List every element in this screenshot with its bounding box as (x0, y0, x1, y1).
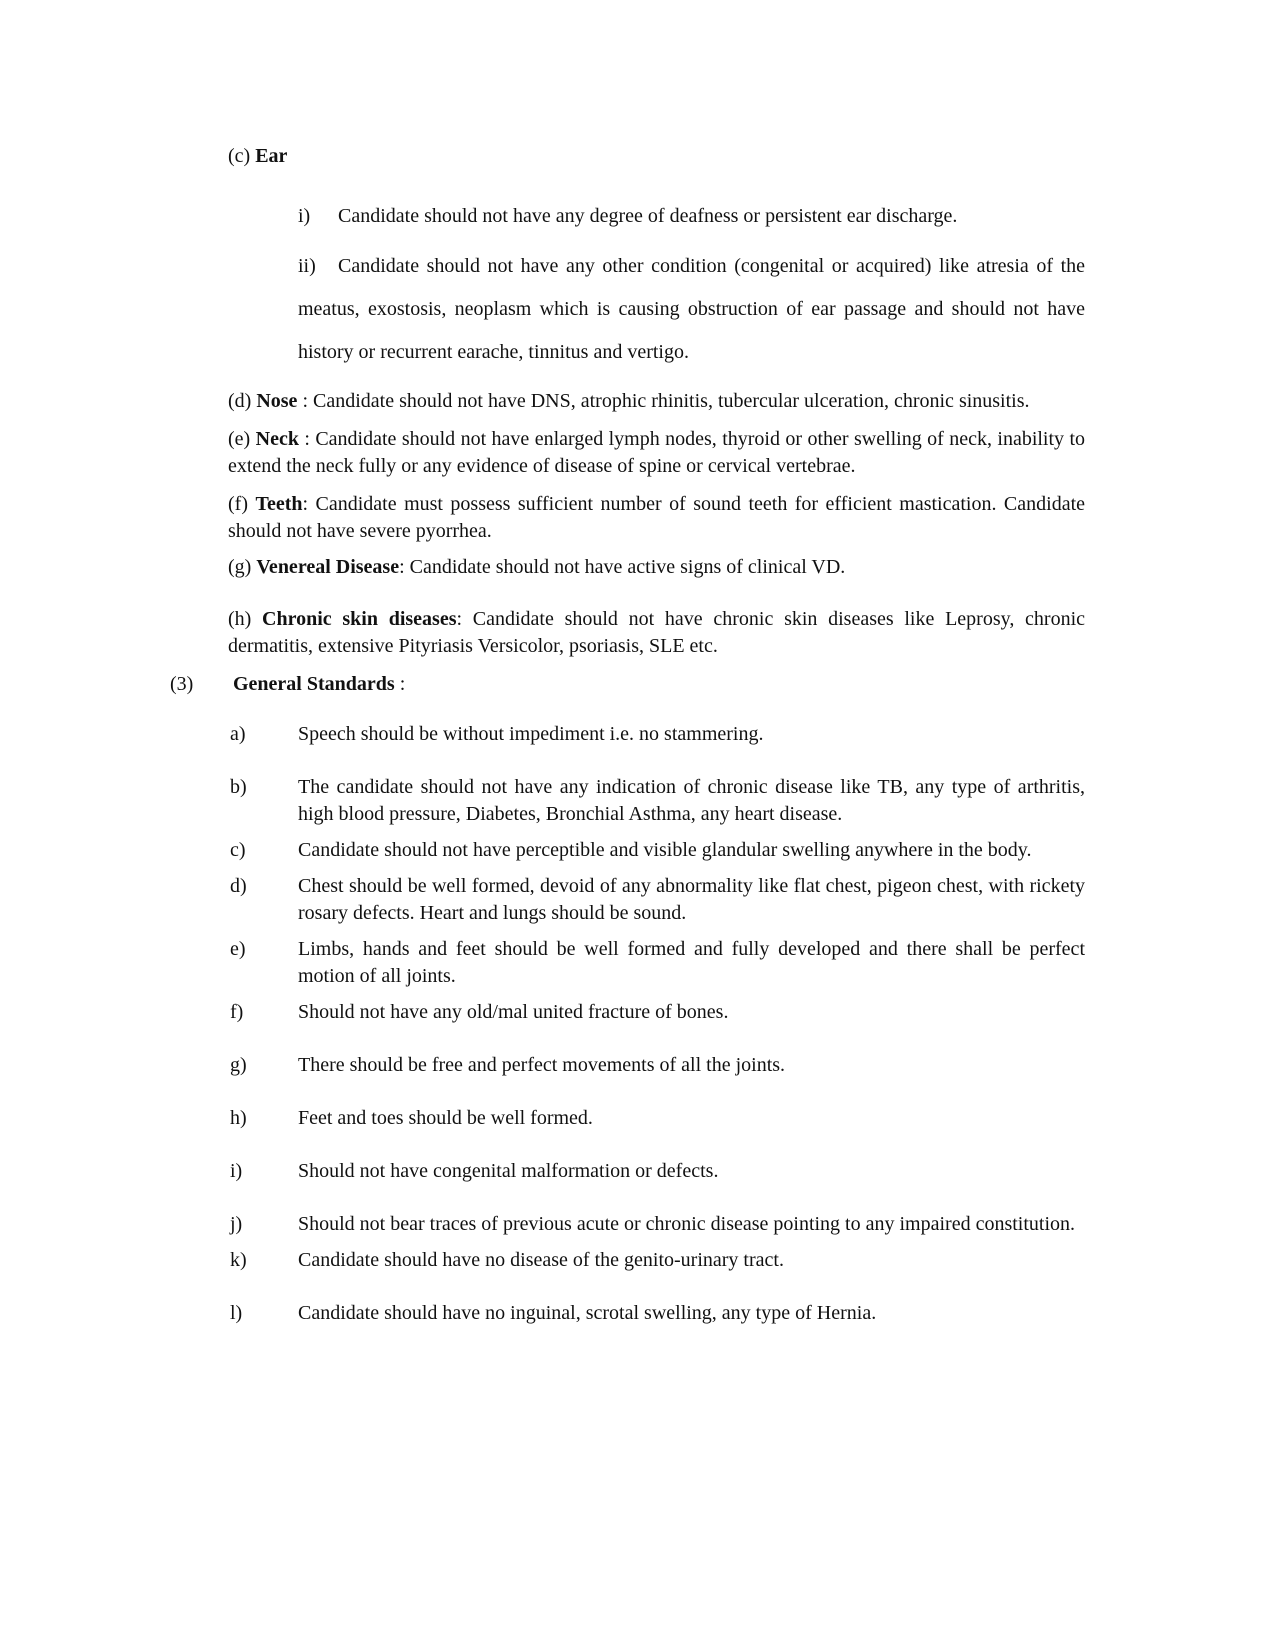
list-item-text: Candidate should not have perceptible and visible glandular swelling anywhere in the body. (298, 839, 1032, 861)
list-item-text: Speech should be without impediment i.e. no stammering. (298, 723, 764, 745)
list-item-f (230, 999, 1085, 1026)
section-label: (h) (228, 608, 252, 630)
list-marker: b) (230, 776, 247, 798)
list-marker: h) (230, 1107, 247, 1129)
list-item-text: Limbs, hands and feet should be well formed and fully developed and there shall be perfect motion of all joints. (298, 938, 1085, 987)
list-item-g (230, 1052, 1085, 1079)
list-item-j (230, 1211, 1085, 1238)
section-label: (d) (228, 390, 252, 412)
section-body: Candidate should not have chronic skin diseases like Leprosy, chronic dermatitis, extensive Pityriasis Versicolor, psoriasis, SLE etc. (228, 608, 1086, 657)
section-separator: : (302, 493, 316, 515)
section-heading-general-standards (170, 671, 1085, 698)
section-paragraph-venereal-disease (228, 554, 1085, 581)
list-marker: j) (230, 1213, 243, 1235)
list-item-k (230, 1247, 1085, 1274)
list-item-i (230, 1158, 1085, 1185)
section-paragraph-neck (228, 426, 1085, 480)
section-body: Candidate should not have enlarged lymph nodes, thyroid or other swelling of neck, inability to extend the neck fully or any evidence of disease of spine or cervical vertebrae. (228, 428, 1086, 477)
section-body: Candidate should not have DNS, atrophic rhinitis, tubercular ulceration, chronic sinusitis. (313, 390, 1030, 412)
list-marker: d) (230, 875, 247, 897)
list-item-text: Feet and toes should be well formed. (298, 1107, 593, 1129)
section-separator: : (298, 428, 316, 450)
list-item-e (230, 936, 1085, 990)
list-item-d (230, 873, 1085, 927)
list-marker: e) (230, 938, 246, 960)
list-item-text: Should not have any old/mal united fracture of bones. (298, 1001, 729, 1023)
section-title-suffix: : (394, 673, 406, 695)
list-item-text: Should not bear traces of previous acute or chronic disease pointing to any impaired constitution. (298, 1213, 1076, 1235)
list-item-text: Candidate should not have any other condition (congenital or acquired) like atresia of the meatus, exostosis, neoplasm which is causing obstruction of ear passage and should not have history or recurrent earache, tinnitus and vertigo. (298, 255, 1085, 363)
section-separator: : (456, 608, 473, 630)
list-marker: i) (298, 205, 311, 227)
list-marker: a) (230, 723, 246, 745)
list-marker: i) (230, 1160, 243, 1182)
list-item-a (230, 721, 1085, 748)
list-item-text: Chest should be well formed, devoid of any abnormality like flat chest, pigeon chest, with rickety rosary defects. Heart and lungs should be sound. (298, 875, 1085, 924)
list-marker: l) (230, 1302, 243, 1324)
list-marker: f) (230, 1001, 244, 1023)
list-item-text: Should not have congenital malformation or defects. (298, 1160, 719, 1182)
list-marker: g) (230, 1054, 247, 1076)
list-marker: k) (230, 1249, 247, 1271)
list-item-ear-i (298, 195, 1085, 238)
section-term: Chronic skin diseases (262, 608, 457, 630)
section-paragraph-nose (228, 388, 1085, 415)
section-term: Nose (256, 390, 298, 412)
list-item-h (230, 1105, 1085, 1132)
section-label: (e) (228, 428, 251, 450)
list-item-text: Candidate should have no disease of the genito-urinary tract. (298, 1249, 784, 1271)
section-number: (3) (170, 673, 194, 695)
section-label: (f) (228, 493, 248, 515)
list-item-c (230, 837, 1085, 864)
list-item-text: Candidate should have no inguinal, scrotal swelling, any type of Hernia. (298, 1302, 877, 1324)
section-title-text: General Standards (233, 673, 395, 695)
section-body: Candidate should not have active signs of clinical VD. (409, 556, 846, 578)
list-item-l (230, 1300, 1085, 1327)
list-item-b (230, 774, 1085, 828)
section-label: (g) (228, 556, 252, 578)
section-heading-ear (228, 143, 1085, 170)
section-paragraph-chronic-skin-diseases (228, 606, 1085, 660)
section-term: Ear (255, 145, 288, 167)
section-term: Venereal Disease (256, 556, 400, 578)
section-body: Candidate must possess sufficient number of sound teeth for efficient mastication. Candidate should not have severe pyorrhea. (228, 493, 1086, 542)
list-item-text: Candidate should not have any degree of deafness or persistent ear discharge. (338, 205, 958, 227)
section-term: Teeth (255, 493, 303, 515)
section-separator: : (297, 390, 313, 412)
section-term: Neck (255, 428, 299, 450)
section-label: (c) (228, 145, 251, 167)
section-separator: : (399, 556, 410, 578)
list-marker: c) (230, 839, 246, 861)
list-item-ear-ii (298, 245, 1085, 374)
section-title (233, 671, 405, 698)
list-item-text: There should be free and perfect movements of all the joints. (298, 1054, 786, 1076)
list-marker: ii) (298, 255, 316, 277)
section-paragraph-teeth (228, 491, 1085, 545)
list-item-text: The candidate should not have any indication of chronic disease like TB, any type of arthritis, high blood pressure, Diabetes, Bronchial Asthma, any heart disease. (298, 776, 1085, 825)
